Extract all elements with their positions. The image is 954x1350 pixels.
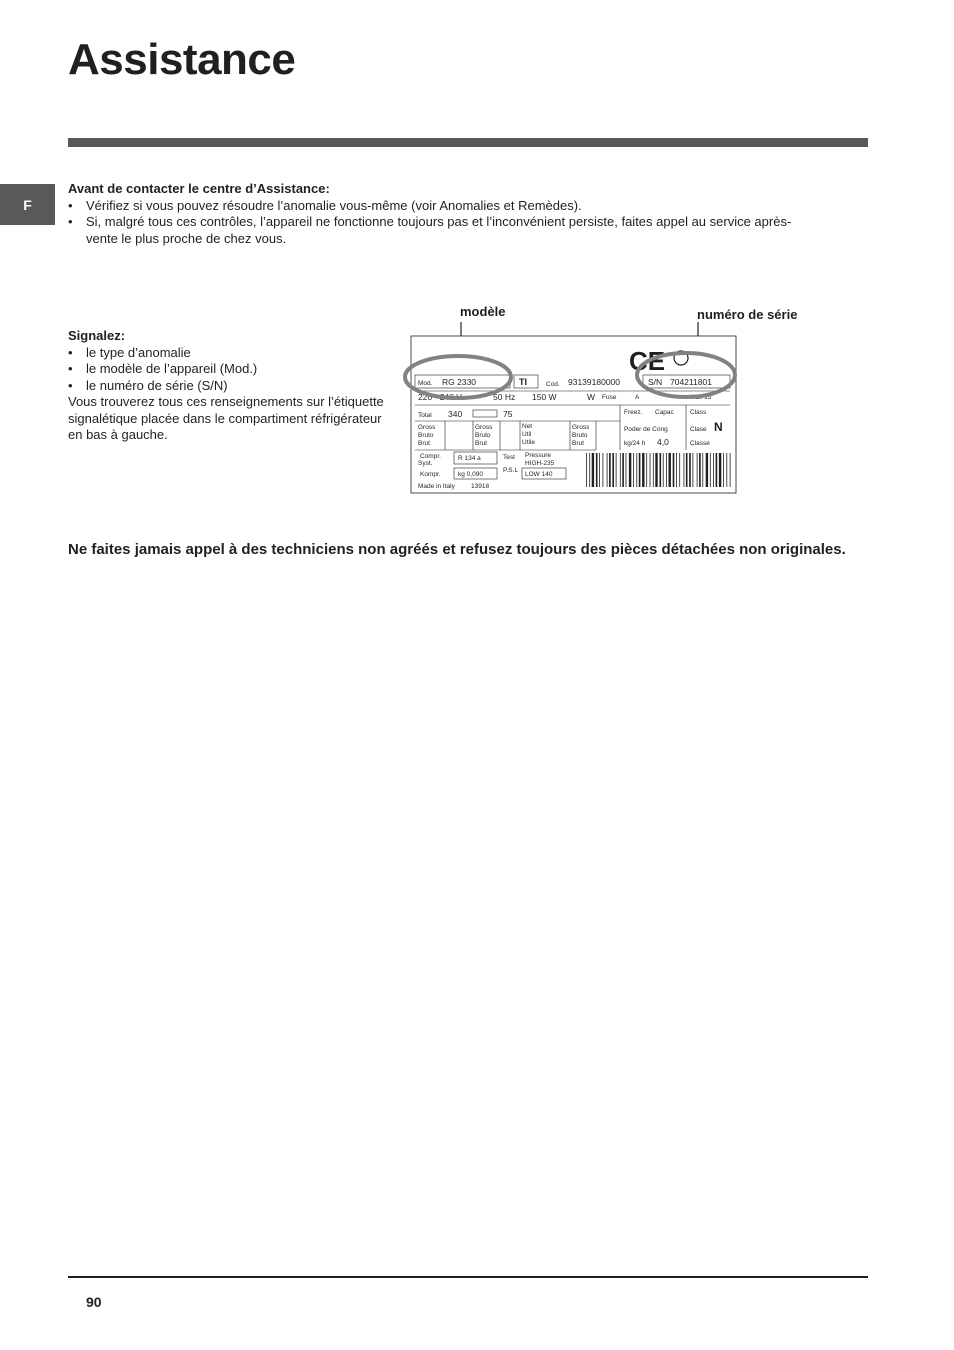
svg-text:150 W: 150 W [532,392,557,402]
barcode-bar [639,453,641,487]
barcode-bar [686,453,688,487]
report-note: Vous trouverez tous ces renseignements sur l’étiquette signalétique placée dans le compartiment réfrigérateur en bas à gauche. [68,394,384,442]
svg-text:Clase: Clase [690,426,707,433]
svg-text:Bruto: Bruto [418,432,434,439]
report-section [68,328,398,444]
barcode-bar [626,453,627,487]
barcode-bar [650,453,651,487]
svg-text:Gross: Gross [572,424,590,431]
svg-text:Kompr.: Kompr. [420,471,441,478]
svg-text:W: W [587,392,596,402]
warning-text: Ne faites jamais appel à des techniciens non agréés et refusez toujours des pièces détachées non originales. [68,541,846,558]
report-heading: Signalez: [68,328,126,343]
svg-text:Mod.: Mod. [418,380,433,387]
barcode-bar [723,453,724,487]
svg-text:kg/24 h: kg/24 h [624,440,646,447]
before-contact-heading: Avant de contacter le centre d’Assistance: [68,181,330,196]
svg-text:4,0: 4,0 [657,437,669,447]
before-contact-list [68,198,808,248]
barcode-bar [689,453,691,487]
barcode-bar [599,453,600,487]
svg-text:Util: Util [522,431,532,438]
svg-text:75: 75 [503,409,513,419]
svg-text:Classe: Classe [690,440,710,447]
svg-text:Brut: Brut [475,440,487,447]
barcode-bar [706,453,708,487]
svg-text:R 134 a: R 134 a [458,455,481,462]
svg-text:Bruto: Bruto [572,432,588,439]
list-item: • Vérifiez si vous pouvez résoudre l’anomalie vous-même (voir Anomalies et Remèdes). [68,198,808,215]
barcode-bar [676,453,677,487]
svg-text:Made in Italy: Made in Italy [418,483,455,490]
list-item: • le modèle de l’appareil (Mod.) [68,361,398,378]
barcode-bar [669,453,671,487]
svg-text:Freez.: Freez. [624,409,643,416]
barcode-bar [666,453,667,487]
svg-text:Capac: Capac [655,409,674,416]
barcode-bar [710,453,711,487]
svg-text:Total: Total [418,412,432,419]
page-number: 90 [86,1294,102,1310]
barcode-bar [646,453,647,487]
svg-text:Pressure: Pressure [525,452,552,459]
rating-label-svg [400,300,820,500]
barcode-bar [653,453,654,487]
svg-text:Class: Class [690,409,707,416]
svg-text:S/N: S/N [648,377,663,387]
barcode-bar [633,453,634,487]
svg-text:Brut: Brut [572,440,584,447]
title-rule [68,138,868,147]
list-item: • le type d’anomalie [68,345,398,362]
barcode-bar [716,453,718,487]
barcode-bar [620,453,621,487]
svg-text:Gross: Gross [418,424,436,431]
svg-text:Syst.: Syst. [418,460,433,467]
footer-rule [68,1276,868,1278]
before-contact-section [68,181,808,247]
svg-text:LOW 140: LOW 140 [525,471,553,478]
barcode-bar [713,453,714,487]
svg-text:340: 340 [448,409,463,419]
barcode-bar [699,453,701,487]
barcode-bar [673,453,675,487]
barcode-bar [589,453,590,487]
barcode-bar [622,453,624,487]
svg-text:220 - 240 V~: 220 - 240 V~ [418,392,467,402]
svg-text:N: N [714,420,723,434]
svg-text:Utile: Utile [522,439,536,446]
caption-serial: numéro de série [697,307,798,322]
svg-text:704211801: 704211801 [670,377,712,387]
svg-text:kg 0,090: kg 0,090 [458,471,483,478]
report-list [68,345,398,395]
barcode-bar [596,453,598,487]
svg-text:Cod.: Cod. [546,381,560,388]
svg-text:Net: Net [522,423,533,430]
svg-text:Poder de Cong: Poder de Cong [624,426,668,433]
svg-text:Max 15: Max 15 [690,394,712,401]
svg-text:93139180000: 93139180000 [568,377,621,387]
barcode-bar [609,453,611,487]
svg-text:Fuse: Fuse [602,394,617,401]
barcode-bar [693,453,694,487]
svg-text:TI: TI [519,377,527,387]
language-tab: F [0,184,55,225]
svg-text:Test: Test [503,454,515,461]
barcode-bar [616,453,617,487]
list-item: • Si, malgré tous ces contrôles, l’appareil ne fonctionne toujours pas et l’inconvénient persiste, faites appel au service après-vente le plus proche de chez vous. [68,214,808,247]
barcode-bar [697,453,698,487]
list-item: • le numéro de série (S/N) [68,378,398,395]
barcode-bar [629,453,631,487]
barcode-bar [636,453,637,487]
barcode-bar [586,453,587,487]
svg-text:A: A [635,394,640,401]
svg-text:Compr.: Compr. [420,453,441,460]
svg-text:RG 2330: RG 2330 [442,377,477,387]
barcode-bar [660,453,662,487]
page-title: Assistance [68,35,296,84]
barcode-bar [684,453,685,487]
barcode-bar [679,453,680,487]
barcode-bar [592,453,594,487]
caption-model: modèle [460,304,506,319]
barcode-bar [603,453,604,487]
barcode-bar [719,453,721,487]
barcode-bar [730,453,731,487]
barcode-bar [726,453,727,487]
svg-text:Gross: Gross [475,424,493,431]
svg-text:13918: 13918 [471,483,490,490]
svg-text:Bruto: Bruto [475,432,491,439]
barcode-bar [655,453,657,487]
barcode-bar [663,453,664,487]
svg-text:HIGH-235: HIGH-235 [525,460,555,467]
svg-text:50 Hz: 50 Hz [493,392,516,402]
barcode-bar [702,453,703,487]
svg-text:P.S.L: P.S.L [503,467,519,474]
ce-mark: CE [629,346,666,376]
barcode-bar [612,453,614,487]
barcode-bar [607,453,608,487]
rating-label-figure [400,300,820,500]
barcode-bar [642,453,644,487]
svg-text:Brut: Brut [418,440,430,447]
